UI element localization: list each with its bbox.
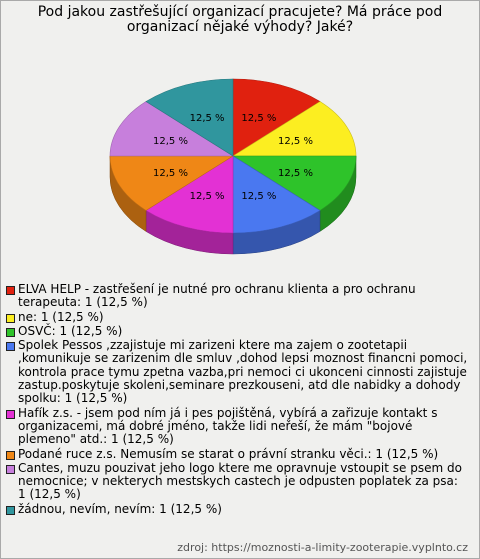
legend-item <box>6 407 468 447</box>
pie-label-6: 12,5 % <box>153 135 188 147</box>
pie-label-7: 12,5 % <box>189 112 225 124</box>
legend-label: žádnou, nevím, nevím: 1 (12,5 %) <box>18 501 222 516</box>
legend-swatch <box>6 286 15 295</box>
legend-label: ne: 1 (12,5 %) <box>18 309 104 324</box>
legend-item <box>6 503 468 516</box>
legend-label: Cantes, muzu pouzivat jeho logo ktere me opravnuje vstoupit se psem do nemocnice; v nekterych mestskych castech je odpusten poplatek za psa: 1 (12,5 %) <box>18 460 462 502</box>
legend <box>6 283 468 517</box>
pie-label-2: 12,5 % <box>278 168 313 180</box>
legend-item <box>6 448 468 461</box>
pie-label-4: 12,5 % <box>189 191 225 203</box>
legend-label: ELVA HELP - zastřešení je nutné pro ochranu klienta a pro ochranu terapeuta: 1 (12,5 %) <box>18 282 416 310</box>
pie-label-1: 12,5 % <box>278 135 313 147</box>
pie-label-5: 12,5 % <box>153 168 188 180</box>
chart-title: Pod jakou zastřešující organizací pracujete? Má práce pod organizací nějaké výhody? Jaké? <box>37 4 443 35</box>
legend-swatch <box>6 328 15 337</box>
source-note: zdroj: https://moznosti-a-limity-zooterapie.vyplnto.cz <box>177 541 468 554</box>
legend-swatch <box>6 506 15 515</box>
legend-swatch <box>6 410 15 419</box>
legend-swatch <box>6 314 15 323</box>
legend-label: Hafík z.s. - jsem pod ním já i pes pojištěná, vybírá a zařizuje kontakt s organizacemi, má dobré jméno, takže lidi neřeší, že mám "bojové plemeno" atd.: 1 (12,5 %) <box>18 405 438 447</box>
legend-swatch <box>6 465 15 474</box>
legend-label: Podané ruce z.s. Nemusím se starat o právní stranku věci.: 1 (12,5 %) <box>18 446 439 461</box>
legend-item <box>6 462 468 502</box>
legend-label: OSVČ: 1 (12,5 %) <box>18 323 123 338</box>
legend-swatch <box>6 342 15 351</box>
legend-item <box>6 339 468 405</box>
legend-swatch <box>6 451 15 460</box>
pie-label-3: 12,5 % <box>241 191 277 203</box>
legend-label: Spolek Pessos ,zzajistuje mi zarizeni ktere ma zajem o zootetapii ,komunikuje se zarizenim dle smluv ,dohod lepsi moznost financni pomoci, kontrola prace tymu zpetna vazba,pri nemoci ci ukonceni cinnosti zajistuje zastup.poskytuje skoleni,seminare prezkouseni, atd dle nabidky a dohody spolku: 1 (12,5 %) <box>18 338 468 406</box>
pie-label-0: 12,5 % <box>241 112 277 124</box>
legend-item <box>6 283 468 310</box>
legend-item <box>6 325 468 338</box>
legend-item <box>6 311 468 324</box>
pie-tops <box>110 79 356 233</box>
